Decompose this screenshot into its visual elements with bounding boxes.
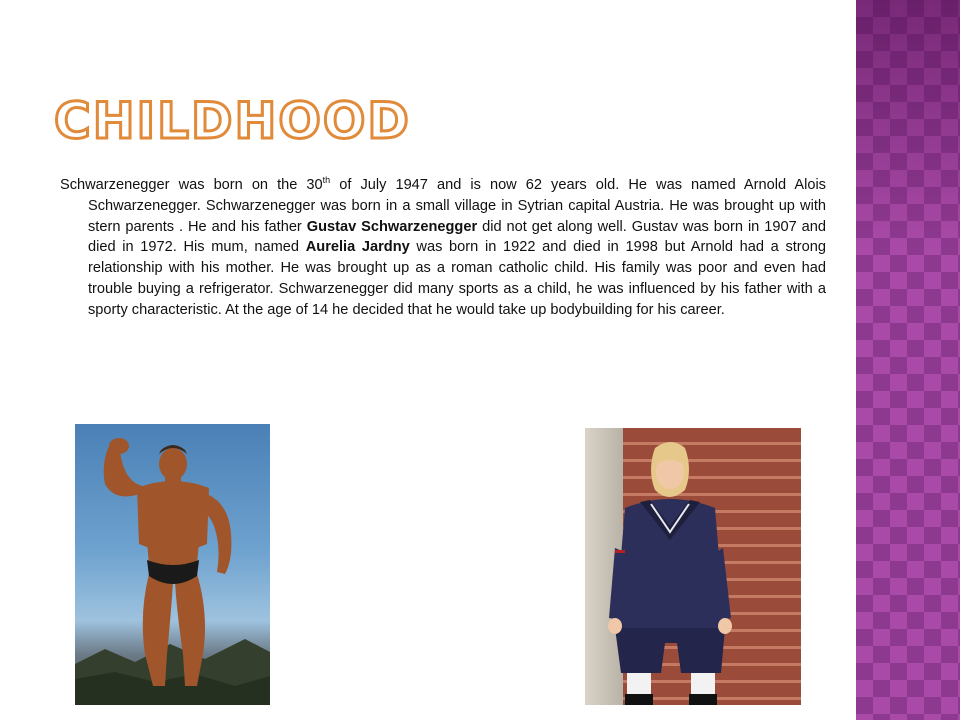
- slide-title: CHILDHOOD: [54, 92, 411, 150]
- text-run: Schwarzenegger was born on the 30: [60, 177, 323, 193]
- decorative-side-band: [856, 0, 960, 720]
- superscript: th: [322, 175, 331, 186]
- body-paragraph: [60, 175, 826, 321]
- bodybuilder-illustration: [75, 424, 270, 705]
- bold-name-mother: Aurelia Jardny: [305, 239, 410, 256]
- text-run: did not get along well. Gustav was born in 1907 and died in 1972. His mum, named: [88, 218, 826, 256]
- boy-illustration: [585, 428, 801, 705]
- bold-name-father: Gustav Schwarzenegger: [306, 218, 478, 235]
- text-run: was born in 1922 and died in 1998 but Arnold had a strong relationship with his mother. He was brought up as a roman catholic child. His family was poor and even had trouble buying a refrigerator. Schwarzenegger did many sports as a child, he was influenced by his father with a sporty characteristic. At the age of 14 he decided that he would take up bodybuilding for his career.: [88, 239, 827, 318]
- photo-boy-sailor-suit: [585, 428, 801, 705]
- photo-bodybuilder: [75, 424, 270, 705]
- text-run: of July 1947 and is now 62 years old. He was named Arnold Alois Schwarzenegger. Schwarzenegger was born in a small village in Sytrian capital Austria. He was brought up with stern parents . He and his father: [88, 177, 826, 235]
